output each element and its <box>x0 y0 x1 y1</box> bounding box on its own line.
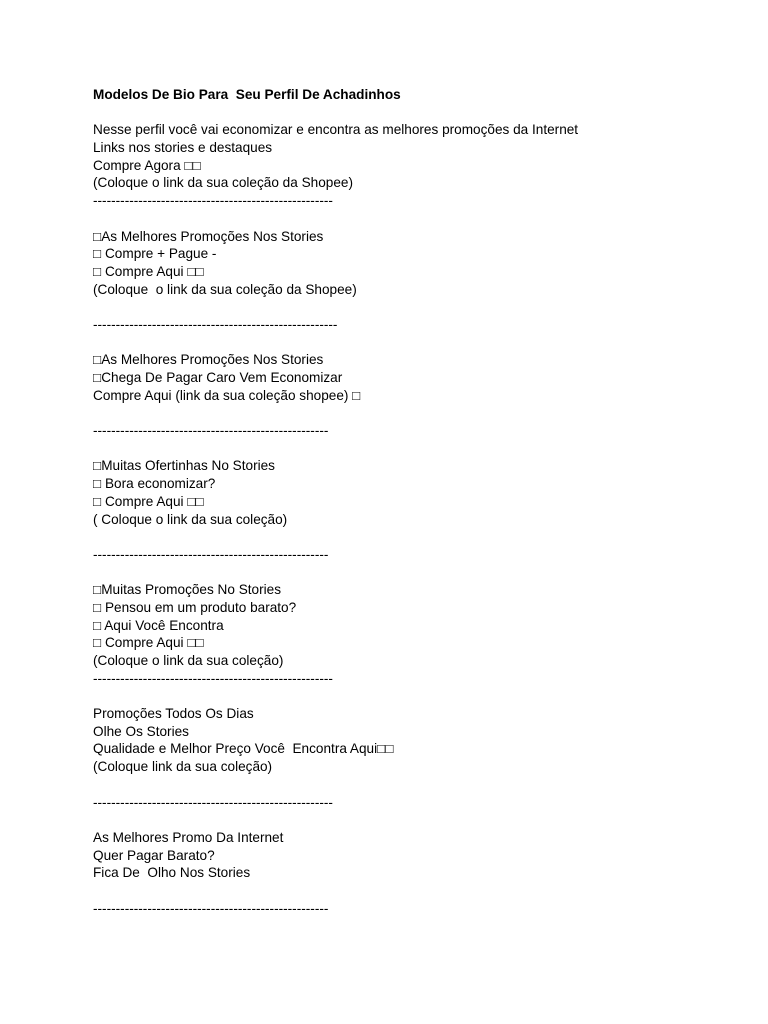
blank-line <box>93 298 733 316</box>
document-lines <box>93 104 733 918</box>
blank-line <box>93 210 733 228</box>
text-line: □As Melhores Promoções Nos Stories <box>93 228 324 244</box>
separator-line: ----------------------------------------------------- <box>93 670 333 686</box>
text-line: (Coloque o link da sua coleção) <box>93 653 284 668</box>
blank-line <box>93 334 733 352</box>
text-line: □ Compre Aqui □□ <box>93 493 204 509</box>
separator-line: ----------------------------------------------------- <box>93 794 333 810</box>
separator-line: ----------------------------------------------------- <box>93 193 333 209</box>
text-line: As Melhores Promo Da Internet <box>93 829 284 845</box>
text-line: ( Coloque o link da sua coleção) <box>93 511 288 527</box>
text-line: □ Pensou em um produto barato? <box>93 599 297 615</box>
text-line: □ Compre + Pague - <box>93 246 217 262</box>
separator-line: ---------------------------------------------------- <box>93 900 329 916</box>
text-line: Compre Agora □□ <box>93 157 201 173</box>
text-line: (Coloque o link da sua coleção da Shopee) <box>93 175 353 191</box>
blank-line <box>93 440 733 458</box>
text-line: Fica De Olho Nos Stories <box>93 865 251 881</box>
blank-line <box>93 104 733 122</box>
text-line: □ Aqui Você Encontra <box>93 617 224 633</box>
text-line: Qualidade e Melhor Preço Você Encontra Aqui□□ <box>93 741 394 757</box>
text-line: □ Compre Aqui □□ <box>93 263 204 279</box>
text-line: Nesse perfil você vai economizar e encontra as melhores promoções da Internet <box>93 122 579 138</box>
text-line: Quer Pagar Barato? <box>93 847 215 863</box>
document-body <box>93 86 733 917</box>
separator-line: ------------------------------------------------------ <box>93 316 338 332</box>
text-line: (Coloque link da sua coleção) <box>93 759 273 775</box>
text-line: □ Compre Aqui □□ <box>93 635 204 651</box>
blank-line <box>93 404 733 422</box>
blank-line <box>93 811 733 829</box>
text-line: Promoções Todos Os Dias <box>93 706 254 722</box>
blank-line <box>93 882 733 900</box>
text-line: Compre Aqui (link da sua coleção shopee) □ <box>93 387 361 403</box>
document-title: Modelos De Bio Para Seu Perfil De Achadinhos <box>93 87 401 102</box>
text-line: □ Bora economizar? <box>93 476 216 492</box>
text-line: Links nos stories e destaques <box>93 140 273 156</box>
text-line: □Muitas Ofertinhas No Stories <box>93 458 275 474</box>
text-line: □As Melhores Promoções Nos Stories <box>93 352 324 368</box>
text-line: Olhe Os Stories <box>93 723 189 739</box>
blank-line <box>93 528 733 546</box>
blank-line <box>93 776 733 794</box>
blank-line <box>93 564 733 582</box>
text-line: □Chega De Pagar Caro Vem Economizar <box>93 370 343 385</box>
text-line: (Coloque o link da sua coleção da Shopee) <box>93 281 357 297</box>
blank-line <box>93 687 733 705</box>
separator-line: ---------------------------------------------------- <box>93 546 329 562</box>
separator-line: ---------------------------------------------------- <box>93 423 329 439</box>
text-line: □Muitas Promoções No Stories <box>93 582 282 598</box>
